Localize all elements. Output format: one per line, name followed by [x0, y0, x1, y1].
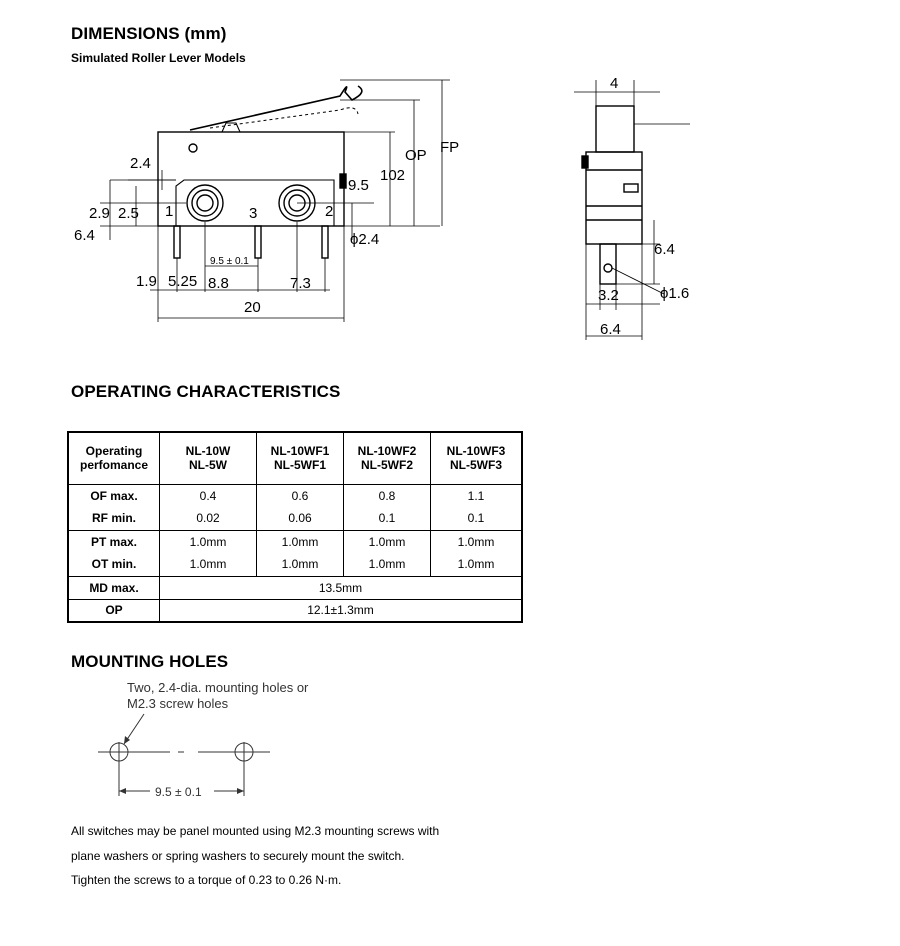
model-col-1: [257, 432, 344, 484]
label-2-4-top: 2.4: [130, 155, 151, 172]
mounting-note-line1: Two, 2.4-dia. mounting holes or: [127, 680, 309, 695]
label-terminal-3: 3: [249, 205, 258, 222]
label-op: OP: [405, 147, 427, 164]
label-9-5-tol: 9.5 ± 0.1: [210, 256, 249, 267]
cell-value: 0.1: [344, 507, 431, 530]
label-2-5: 2.5: [118, 205, 139, 222]
mounting-spacing-label: 9.5 ± 0.1: [155, 785, 202, 799]
model-3-bottom: NL-5WF3: [450, 458, 502, 473]
mounting-title: MOUNTING HOLES: [71, 652, 229, 671]
header-label-line1: Operating: [85, 444, 143, 459]
label-7-3: 7.3: [290, 275, 311, 292]
mounting-note-line2: M2.3 screw holes: [127, 696, 229, 711]
table-header-row: [68, 432, 522, 484]
terminal-3: [255, 226, 261, 258]
cell-value: 1.0mm: [160, 553, 257, 576]
header-label-line2: perfomance: [79, 458, 149, 473]
label-1-9: 1.9: [136, 273, 157, 290]
operating-title: OPERATING CHARACTERISTICS: [71, 382, 341, 401]
lever-arm: [190, 86, 362, 130]
cell-value: 0.4: [160, 484, 257, 507]
label-2-9: 2.9: [89, 205, 110, 222]
label-6-4-left: 6.4: [74, 227, 95, 244]
side-view-drawing: [0, 0, 520, 340]
operating-table: [67, 431, 523, 623]
terminal-2: [322, 226, 328, 258]
cell-value: 0.02: [160, 507, 257, 530]
mounting-holes-drawing: [80, 672, 340, 802]
instruction-line: All switches may be panel mounted using M2.3 mounting screws with: [71, 824, 440, 838]
cell-value: 0.06: [257, 507, 344, 530]
label-5-25: 5.25: [168, 273, 198, 290]
table-row: [68, 553, 522, 576]
row-label-md: MD max.: [68, 576, 160, 599]
label-phi-2-4: ϕ2.4: [350, 231, 380, 248]
cell-value: 1.0mm: [344, 553, 431, 576]
label-4: 4: [610, 75, 619, 92]
md-value: 13.5mm: [160, 576, 523, 599]
terminal-1: [174, 226, 180, 258]
table-row: [68, 484, 522, 507]
end-body: [586, 152, 642, 244]
model-col-2: [344, 432, 431, 484]
row-label-pt: PT max.: [68, 530, 160, 553]
label-phi-1-6: ϕ1.6: [660, 285, 690, 302]
dimensions-subtitle: Simulated Roller Lever Models: [71, 51, 246, 65]
model-2-bottom: NL-5WF2: [361, 458, 413, 473]
cell-value: 0.1: [431, 507, 523, 530]
op-value: 12.1±1.3mm: [160, 599, 523, 622]
model-0-bottom: NL-5W: [189, 458, 227, 473]
label-9-5-right: 9.5: [348, 177, 369, 194]
label-6-4-right: 6.4: [654, 241, 675, 258]
mounting-instructions: [71, 819, 439, 893]
end-view-drawing: [560, 60, 720, 350]
label-20: 20: [244, 299, 261, 316]
model-col-0: [160, 432, 257, 484]
cell-value: 1.0mm: [160, 530, 257, 553]
instruction-line: plane washers or spring washers to securely mount the switch.: [71, 848, 405, 863]
label-3-2: 3.2: [598, 287, 619, 304]
end-plunger: [596, 106, 634, 152]
small-hole: [189, 144, 197, 152]
cell-value: 1.0mm: [431, 530, 523, 553]
cell-value: 1.0mm: [257, 530, 344, 553]
label-6-4-bottom: 6.4: [600, 321, 621, 338]
cell-value: 0.6: [257, 484, 344, 507]
cell-value: 1.0mm: [344, 530, 431, 553]
dimensions-title: DIMENSIONS (mm): [71, 24, 227, 43]
table-row: [68, 507, 522, 530]
model-1-top: NL-10WF1: [270, 444, 330, 459]
table-row: [68, 599, 522, 622]
instruction-line: Tighten the screws to a torque of 0.23 to 0.26 N·m.: [71, 873, 342, 887]
cell-value: 1.0mm: [257, 553, 344, 576]
label-terminal-2: 2: [325, 203, 334, 220]
label-8-8: 8.8: [208, 275, 229, 292]
header-label-cell: [68, 432, 160, 484]
cell-value: 1.1: [431, 484, 523, 507]
cell-value: 1.0mm: [431, 553, 523, 576]
row-label-rf: RF min.: [68, 507, 160, 530]
row-label-of: OF max.: [68, 484, 160, 507]
model-col-3: [431, 432, 523, 484]
model-1-bottom: NL-5WF1: [274, 458, 326, 473]
cell-value: 0.8: [344, 484, 431, 507]
row-label-op: OP: [68, 599, 160, 622]
label-10-2: 102: [380, 167, 406, 184]
model-3-top: NL-10WF3: [446, 444, 506, 459]
table-row: [68, 530, 522, 553]
model-2-top: NL-10WF2: [357, 444, 417, 459]
label-terminal-1: 1: [165, 203, 174, 220]
table-row: [68, 576, 522, 599]
row-label-ot: OT min.: [68, 553, 160, 576]
label-fp: FP: [440, 139, 460, 156]
model-0-top: NL-10W: [185, 444, 231, 459]
